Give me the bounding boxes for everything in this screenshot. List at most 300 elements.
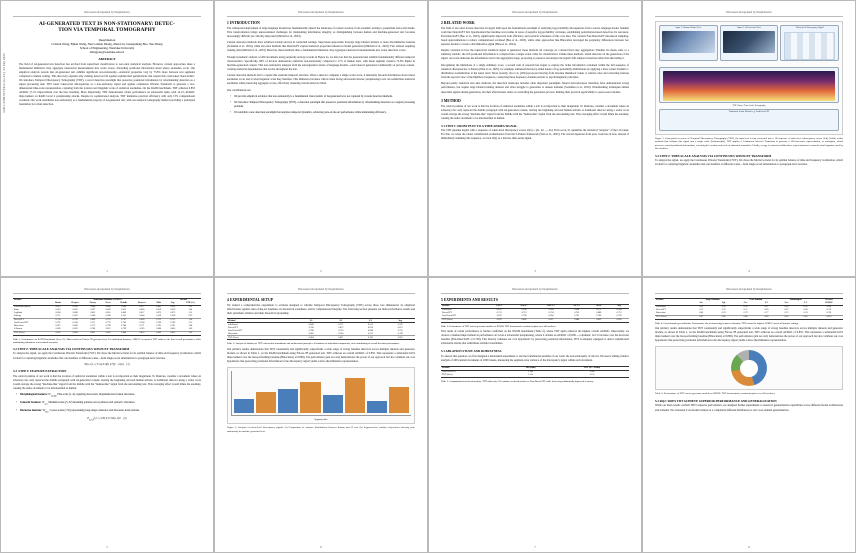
cell: 0.812 — [496, 315, 502, 317]
abstract-section — [19, 57, 195, 107]
cell: 0.803 — [308, 332, 314, 335]
cell: 0.552 — [368, 323, 373, 326]
table-4-col-header: Acc. — [777, 302, 796, 306]
cell: 1.51 — [188, 312, 193, 314]
subsection-heading-step2b: 3.2 STEP 2: TIME-SCALE ANALYSIS VIA CONTINUOUS WAVELET TRANSFORM — [13, 346, 130, 351]
cell: 0.652 — [90, 312, 96, 314]
title-line-1: AI-GENERATED TEXT IS NON-STATIONARY: DETEC- — [38, 20, 176, 27]
cell: 0.598 — [521, 309, 527, 311]
cell: 0.628 — [105, 309, 111, 311]
table-2-col-header: L1 — [296, 319, 326, 323]
bar — [234, 399, 254, 413]
table-1-body — [13, 305, 201, 335]
figure-1-caption: Figure 1: Conceptual overview of Temporal Discrepancy Tomography (TDT), the input text is first converted into a 1D sequence of token-level discrepancy scores (left). Unlike scalar methods that collapse this signal into a single value (bottom-right), TDT applies a Continuous Wavelet Transform to generate a 2D time-scale representation, or scalogram, which preserves crucial positional information, revealing the location and scale of statistical anomalies. Finally, energy is extracted within these representations to form the final signature used by the classifier. — [655, 136, 843, 150]
page-header: Discussed and updated by Deepbluetion — [655, 288, 843, 294]
page-header: Discussed and updated by Deepbluetion — [441, 288, 629, 294]
page-header: Discussed and updated by Deepbluetion — [655, 11, 843, 17]
cell: 0.69 — [764, 309, 769, 311]
cell: 0.673 — [170, 312, 176, 314]
cell: DetectGPT — [656, 309, 666, 311]
cell: 0.73 — [699, 309, 704, 311]
cell: 0.859 — [101, 331, 115, 335]
cell: 0.701 — [368, 332, 373, 335]
cell: 0.612 — [121, 309, 127, 311]
cell: 0.805 — [170, 328, 176, 330]
cell: Fast-DetectGPT — [14, 322, 29, 324]
table-5-col-header: ND (90ms) — [506, 366, 555, 370]
cell: 0.84 — [756, 315, 776, 319]
cell: 0.799 — [121, 328, 127, 330]
subsection-heading-step3: 3.3 STEP 3: FEATURE EXTRACTION — [13, 369, 67, 374]
cell: 0.855 — [166, 331, 180, 335]
table-row — [227, 336, 415, 340]
cell: 0.748 — [139, 322, 145, 324]
cell: 0.832 — [588, 318, 609, 322]
generalization-body: While our main results confirm TDT's superior performance, we designed further experiments to assess its generalization capabilities across different model architectures and domains. We evaluated it on models trained on a completely different distribution to test cross-domain generalization. — [655, 404, 843, 412]
cell: Binoculars — [228, 332, 238, 335]
cell: 0.597 — [90, 309, 96, 311]
cell: 0.782 — [356, 336, 386, 340]
cell: 0.833 — [132, 331, 152, 335]
cell: 0.86 — [735, 315, 756, 319]
cell: 0.726 — [66, 318, 85, 322]
cell: 0.55 — [803, 306, 808, 308]
table-1-col-header: Reviews — [132, 302, 152, 306]
cell: 0.619 — [170, 309, 176, 311]
cell: S-Pattern — [14, 328, 23, 330]
table-3-col-header: Neo-2.7 — [511, 304, 537, 308]
cell: Rank — [14, 309, 19, 311]
subsection-heading-generalization: 5.2 RQ2: DOES TDT ACHIEVE SUPERIOR PERFORMANCE AND GENERALIZATION — [655, 398, 777, 403]
cell: 0.853 — [152, 331, 166, 335]
bar — [300, 382, 320, 413]
bar — [389, 387, 409, 413]
table-5 — [441, 366, 629, 378]
table-4-group-header: News Domain — [749, 299, 763, 301]
table-1-col-header: Poetry — [84, 302, 101, 306]
cell: 0.706 — [308, 326, 314, 329]
cell: 0.791 — [156, 325, 162, 327]
cell: 0.785 — [139, 328, 145, 330]
equation-2: $E_{band}(x) = (1/N)$ Σ Σ |W(a, b)|² (2) — [87, 417, 127, 422]
bar — [278, 389, 298, 413]
cell: DetectGPT — [13, 318, 50, 322]
section-heading-experiments-results: 5 EXPERIMENTS AND RESULTS — [441, 297, 498, 302]
cell: 1.57 — [188, 322, 193, 324]
cell: 0.558 — [170, 315, 176, 317]
page-title — [13, 21, 201, 34]
cell: 0.744 — [338, 332, 344, 335]
cell: 0.601 — [156, 306, 162, 308]
cell: 0.681 — [105, 312, 111, 314]
cell: 0.70 — [721, 309, 726, 311]
cell: 0.766 — [596, 315, 602, 317]
section-heading-experimental-setup: 4 EXPERIMENTAL SETUP — [227, 297, 274, 302]
cell: 0.762 — [121, 322, 127, 324]
page-number: 6 — [320, 546, 322, 549]
cell: 0.612 — [496, 309, 502, 311]
paper-page-5 — [0, 277, 214, 553]
figure-3 — [655, 346, 843, 390]
cell: DetectGPT — [228, 326, 238, 329]
cell: 0.859 — [609, 318, 629, 322]
related-paragraph: The field of zero-shot AI text detection is largely built upon the foundational paradigm of analyzing log-probability discrepancies from a source language model. Seminal work like DetectGPT first hypothesized that machine text resides in areas of negative log-probability curvature, establishing perturbation-based detection. Its successor, Fast-DetectGPT (Bao et al., 2023), significantly improved both efficiency and practical robustness of this core idea. The variants Fast-DetectGPT introduced sampling-based approximations to reduce computational overhead (Bao et al., 2023), while other approaches like Binoculars leveraged the perplexity differences between two separate models to create a discriminative signal (Hans et al., 2024). — [441, 26, 629, 46]
cell: 0.589 — [121, 306, 127, 308]
cell: 0.879 — [488, 318, 511, 322]
cell: 0.749 — [397, 332, 403, 335]
cell: TDT (Ours) — [441, 318, 488, 322]
experiments-paragraph: We trained a comprehensive experiment to evaluate designed to validate Temporal Discrepancy Tomography (TDT) across three core dimensions: its empirical effectiveness against state-of-the-art baselines, its theoretical soundness, and its computational integrity. The following section presents our main performance results and their systematic ablative and their theoretical grounding. — [227, 303, 415, 315]
cell: 0.79 — [743, 312, 748, 314]
cell: 1.38 — [180, 318, 201, 322]
cell: 0.548 — [90, 315, 96, 317]
stage-label: Token-level Discrepancy Signal — [795, 26, 824, 29]
page-header: Discussed and updated by Deepbluetion — [13, 11, 201, 17]
intro-paragraph: Current detection methods have achieved notable success in controlled settings. Supervised approaches leverage large labeled datasets to learn discriminative features (Solaiman et al., 2019), while zero-shot methods like DetectGPT exploit statistical properties inherent in model generation (Mitchell et al., 2023). Fast without requiring training data (Mitchell et al., 2023). However, these methods share a fundamental limitation: they aggregate token-level measurements into scalar detection scores. — [227, 41, 415, 53]
page-number: 7 — [534, 546, 536, 549]
cell: 0.77 — [764, 312, 769, 314]
cell: Likelihood — [228, 323, 238, 326]
cell: 0.806 — [156, 328, 162, 330]
cell: 0.83 — [777, 315, 796, 319]
table-4-col-header: AUROC — [815, 302, 843, 306]
cell: 0.788 — [90, 328, 96, 330]
cell: 0.876 — [50, 331, 66, 335]
cell: 0.566 — [105, 315, 111, 317]
author-group: Deepbluetion — [98, 37, 116, 42]
page-number: 1 — [106, 270, 108, 273]
method-intro: The central premise of our work is that the location of statistical anomalies within a text is as important as their magnitude. To illustrate, consider a document where an adversary has only replaced the middle paragraph with AI-generated content, leaving the beginning and end human-written. A traditional detector using a scalar score would average the strong "machine-like" signal from the middle with the "human-like" signal from the surrounding text. This averaging effect would dilute the anomaly, causing the entire document to be misclassified as human. — [441, 104, 629, 120]
cell: 0.612 — [55, 306, 61, 308]
branch-label: Traditional Scalar Method e.g. FastDetectGPT — [728, 110, 770, 113]
cell: 0.571 — [55, 315, 61, 317]
page-header: Discussed and updated by Deepbluetion — [227, 11, 415, 17]
page-number: 8 — [748, 546, 750, 549]
contribution-item: • We introduce Temporal Discrepancy Tomography (TDT), a detection paradigm that preserves positional information by reformulating detection as a signal processing problem. — [234, 101, 415, 109]
experiments-paragraph: This result of robust performance is further confirmed on the XSUM benchmark (Table 2), where TDT again achieves the highest overall AUROC. Importantly, we observe a marked improvement in performance on Level-2 adversarial paraphrasing, where it obtains an AUROC of 0.821—a dramatic 14.1% increase over the next-best baseline (Fast-DetectGPT at 0.720). This directly validates our core hypothesis: by preserving positional information, TDT is uniquely equipped to detect sophisticated adversarial attacks that redistribute statistical anomalies. — [441, 330, 629, 346]
paper-page-2 — [214, 0, 428, 277]
cell: 0.812 — [55, 325, 61, 327]
cell: 0.604 — [139, 309, 145, 311]
cell: 0.828 — [55, 328, 61, 330]
cell: 0.559 — [156, 315, 162, 317]
cell: 0.606 — [105, 306, 111, 308]
cell: 0.97 — [188, 315, 193, 317]
table-4-col-header: Acc. — [735, 302, 756, 306]
table-1-col-header: Recipes — [66, 302, 85, 306]
table-3-col-header: GPT-2 — [488, 304, 511, 308]
section-heading-method: 3 METHOD — [441, 98, 461, 103]
table-5-col-header: Method — [441, 366, 506, 370]
cell: 0.688 — [368, 329, 373, 332]
method-step1-body: The TDT pipeline begins with a sequence of token-level discrepancy scores, D(x) = [d1, d2, ..., dn]. Each score, di, quantifies the statistical "surprise" of the i-th token. For this, we adopt the robust t-distribution normalization from the S-Pattern framework (Wen et al., 2025). The crucial departure from prior work lies in how, instead of immediately summing this sequence, we treat D(x) as a discrete time-series signal. — [441, 129, 629, 141]
cell: Fast-DetectGPT — [228, 329, 243, 332]
bar — [345, 378, 365, 413]
table-3-col-header: OPT-2.7 — [537, 304, 565, 308]
cell: 1.21 — [188, 306, 193, 308]
cell: 0.61 — [699, 306, 704, 308]
contribution-item: • We establish a new detection paradigm that analyzes temporal dynamics, achieving state-of-the-art performance while maintaining efficiency. — [234, 111, 415, 115]
table-2-col-header: L3 — [356, 319, 386, 323]
cell: 0.58 — [721, 306, 726, 308]
subsection-heading-step1: 3.1 STEP 1: FROM TEXT TO A TIME-SERIES SIGNAL — [441, 123, 518, 128]
cell: 0.688 — [72, 312, 78, 314]
arxiv-stamp: arXiv:2509.01734v2 [cs.CL] 23 Sep 2025 — [2, 53, 6, 113]
contribution-item: • We provide empirical evidence that non-stationarity is a fundamental characteristic of AI-generated text, not captured by current detection methods. — [234, 95, 415, 99]
cell: 0.577 — [139, 306, 145, 308]
cell: 0.731 — [496, 312, 502, 314]
cell: 0.806 — [72, 325, 78, 327]
cell: 0.85 — [712, 315, 735, 319]
cell: 0.553 — [121, 315, 127, 317]
table-4-caption: Table 4: Cross-domain generalization. Performance when transferring to unseen domains; TDT retains the highest AUROC across all transfer settings. — [655, 321, 799, 325]
cell: 1.62 — [180, 331, 201, 335]
figure-2-bar-chart — [231, 371, 411, 416]
cell: 0.848 — [565, 318, 588, 322]
paper-page-6 — [214, 277, 428, 553]
cell: 0.67 — [784, 309, 789, 311]
cell: 0.74 — [803, 312, 808, 314]
table-5-body — [441, 370, 629, 377]
table-3-col-header: GPT-J — [565, 304, 588, 308]
cell: 0.87 — [690, 315, 712, 319]
cell: 0.791 — [170, 325, 176, 327]
cell: Entropy — [14, 315, 22, 317]
cell: 0.594 — [616, 309, 622, 311]
figure-3-donut-chart — [731, 350, 767, 386]
stage-human-input — [659, 25, 718, 61]
cell: 0.720 — [338, 329, 344, 332]
cell: 0.59 — [743, 306, 748, 308]
paper-page-4 — [642, 0, 856, 277]
stage-thumb — [662, 31, 715, 53]
cell: 0.576 — [397, 323, 403, 326]
cell: 0.562 — [72, 315, 78, 317]
table-4 — [655, 298, 843, 320]
figure-3-caption: Table 3: Performance of TDT across generator models on XSUM. TDT demonstrates consistent gains over all baselines. — [655, 392, 776, 396]
cell: 0.724 — [548, 312, 554, 314]
stage-discrepancy-signal — [780, 25, 839, 61]
cell: 0.831 — [84, 331, 101, 335]
cell: 0.619 — [156, 309, 162, 311]
cell: TDT (Ours) — [655, 315, 690, 319]
cell: 0.788 — [308, 329, 314, 332]
table-3-col-header: Avg. — [609, 304, 629, 308]
cell: 0.732 — [397, 329, 403, 332]
paper-page-1 — [0, 0, 214, 277]
cell: 0.657 — [139, 312, 145, 314]
cell: 0.776 — [105, 322, 111, 324]
signal-plot — [784, 32, 835, 60]
cell: 0.819 — [72, 328, 78, 330]
paper-page-7 — [428, 277, 642, 553]
cell: 0.846 — [115, 331, 132, 335]
bar — [323, 395, 343, 413]
cell: 0.791 — [55, 322, 61, 324]
scalogram-image — [663, 71, 835, 101]
table-2-col-header: Method — [227, 319, 296, 323]
table-3-col-header: NeoX — [588, 304, 609, 308]
cell: 1.49 — [188, 328, 193, 330]
figure-2-caption: Figure 2: Analysis of token-level discrepancy signals. (a) Comparison of variance distributions between human and AI text. (b) Segment-wise variance trajectories showing non-stationarity in machine-generated text. — [227, 426, 415, 433]
branch-label: TDT (Ours): Time-Scale Tomography — [732, 104, 766, 107]
cell: 0.56 — [784, 306, 789, 308]
stage-thumb — [723, 31, 776, 53]
cell: Likelihood — [656, 306, 666, 308]
table-1-col-header: Reddit — [115, 302, 132, 306]
page-header: Discussed and updated by Deepbluetion — [441, 11, 629, 17]
table-1-col-header: Wiki — [152, 302, 166, 306]
table-2-caption: Table 2: Analysis of ablation of TDT's theoretical foundations and architectural principles. Evaluation on individual components, each contributing to overall detection performance. — [227, 342, 400, 346]
cell: 0.688 — [596, 312, 602, 314]
cell: 0.864 — [296, 336, 326, 340]
cell: TDT (Ours) — [442, 374, 453, 376]
bar — [256, 392, 276, 413]
intro-paragraph: Current detection methods fail to capture this essential temporal structure. When a detector computes a single scalar score, it inherently discards information about where anomalies occur and at what linguistic scale they manifest. This limitation becomes critical when facing adversarial attacks: paraphrasing tools can redistribute statistical anomalies while preserving aggregate scores, effectively rendering current detectors blind. — [227, 74, 415, 86]
page-number: 4 — [748, 270, 750, 273]
figure-1-pipeline — [655, 21, 843, 135]
cell: 0.781 — [826, 312, 832, 314]
cell: 0.544 — [139, 315, 145, 317]
cell: 0.71 — [743, 309, 748, 311]
cell: 0.82 — [796, 315, 815, 319]
figure-2-x-label: Segment index — [314, 419, 328, 422]
cell: 0.586 — [574, 309, 580, 311]
cell: 0.571 — [338, 323, 344, 326]
table-4-group-header: Multilingual — [789, 299, 802, 301]
cell: 0.771 — [139, 325, 145, 327]
figure-1-branches — [656, 64, 842, 106]
cell: 0.798 — [521, 315, 527, 317]
cell: 0.798 — [105, 325, 111, 327]
table-1-col-header: Books — [50, 302, 66, 306]
table-4-col-header: Method — [656, 299, 664, 301]
table-2-col-header: Avg. — [385, 319, 415, 323]
table-1-group-header: Overall — [179, 299, 187, 301]
cell: 0.669 — [121, 312, 127, 314]
page-number: 3 — [534, 270, 536, 273]
section-heading-related-work: 2 RELATED WORK — [441, 20, 475, 25]
method-step2-body: To analyze the signal, we apply the Continuous Wavelet Transform (CWT). We chose the Morlet wavelet for its optimal balance of time and frequency localization, which is ideal for capturing linguistic anomalies that can manifest at different scales—from single-word substitutions to paragraph-level rewrites. — [655, 159, 843, 167]
table-1-caption: Table 1: Performance on RAID Benchmark (Level 2). Main results on Falcon-7B generated text. For individual domains, AUROC is reported. TDT achieves the best overall performance while maintaining robustness across attack scenarios. — [13, 337, 201, 344]
cell: 0.698 — [84, 318, 101, 322]
cell: 0.712 — [152, 318, 166, 322]
figure-1-branch-scalar — [656, 106, 842, 134]
cell: 0.751 — [90, 322, 96, 324]
cell: 1.48 — [188, 325, 193, 327]
method-step2-body: To analyze the signal, we apply the Continuous Wavelet Transform (CWT). We chose the Morlet wavelet for its optimal balance of time and frequency localization, which is ideal for capturing linguistic anomalies that can manifest at different scales—from single-word substitutions to paragraph-level rewrites. — [13, 352, 201, 360]
cell: 1.00x — [528, 371, 534, 373]
table-1-col-header: Avg. — [166, 302, 180, 306]
cell: 0.707 — [115, 318, 132, 322]
method-step3-body: The central premise of our work is that the location of statistical anomalies within a text is as important as their magnitude. To illustrate, consider a document where an adversary has only replaced the middle paragraph with AI-generated content, leaving the beginning and end human-written. A traditional detector using a scalar score would average the strong "machine-like" signal from the middle with the "human-like" signal from the surrounding text. This averaging effect would dilute the anomaly, causing the entire document to be misclassified as human. — [13, 374, 201, 390]
cell: DetectGPT — [442, 312, 452, 314]
cell: 0.598 — [72, 306, 78, 308]
cell: 0.581 — [826, 306, 832, 308]
cell: 0.694 — [132, 318, 152, 322]
related-paragraph: Despite variation in how the token-level statistical signal is generated, these methods all converge on a shared final step: aggregation. Whether via mean, sum, or a summary statistic, the rich positional information is collapsed into a single scalar value for classification. Unlike these methods, which innovate on the generation of the signal, our work addresses the information loss in the aggregation stage, proposing to preserve and analyze the signal's full temporal structure rather than discarding it. — [441, 49, 629, 61]
table-1-col-header: News — [101, 302, 115, 306]
cell: 0.57 — [764, 306, 769, 308]
cell: Fast-DetectGPT — [442, 315, 457, 317]
experiments-paragraph: Our primary results demonstrate that TDT consistently and significantly outperforms a wide range of strong baseline detectors across multiple datasets and generator models, as shown in Table 1, on the RAID benchmark using Falcon-7B generated text, TDT achieves an overall AUROC of 0.855. This represents a substantial 6.6% improvement over the best-performing baseline (Binoculars) at 0.809). The performance gain not only demonstrates the power of our approach but also validates our core hypothesis: that preserving positional information in the discrepancy signal yields a more discriminative representation. — [227, 347, 415, 363]
cell: 0.639 — [368, 326, 373, 329]
author-block — [13, 38, 201, 55]
cell: 1.44 — [188, 309, 193, 311]
cell: 0.734 — [50, 318, 66, 322]
cell: 0.584 — [90, 306, 96, 308]
table-3 — [441, 304, 629, 323]
table-row — [441, 374, 629, 378]
cell: 0.702 — [574, 312, 580, 314]
cell: 0.713 — [616, 312, 622, 314]
cell: LogRank — [14, 312, 23, 314]
equation-1: W(a, b) = (1/√a) Σ d(i) ψ*((i − b)/a) (1) — [84, 363, 130, 367]
table-5-caption: Table 5: Computational overhead analysis. TDT adds only 13% runtime overhead relative to Fast-DetectGPT while delivering substantially improved accuracy. — [441, 379, 594, 383]
cell: Binoculars — [656, 312, 666, 314]
abstract-heading: ABSTRACT — [98, 57, 116, 62]
cell: 1.00x — [589, 371, 595, 373]
page-header: Discussed and updated by Deepbluetion — [227, 288, 415, 294]
cell: 0.606 — [308, 323, 314, 326]
stage-label: Input 2: AI-Generated Text — [737, 26, 761, 29]
cell: 0.80 — [699, 312, 704, 314]
feature-item: • Discourse features: $W_{disc}$ Coarse scales (>32) representing long-range coherence and discourse-level patterns. — [20, 409, 201, 415]
page-number: 5 — [106, 546, 108, 549]
subsection-heading-step2: 3.2 STEP 2: TIME-SCALE ANALYSIS VIA CONTINUOUS WAVELET TRANSFORM — [655, 153, 772, 158]
cell: 0.769 — [156, 322, 162, 324]
table-4-col-header: F1 — [756, 302, 776, 306]
table-2 — [227, 318, 415, 340]
cell: 0.822 — [385, 336, 415, 340]
cell: 0.604 — [548, 309, 554, 311]
cell: 0.871 — [537, 318, 565, 322]
cell: 0.571 — [596, 309, 602, 311]
cell: 0.641 — [72, 309, 78, 311]
related-paragraph: Beyond purely statistical zero-shot methods, the detection landscape includes other important paradigms. Neural network-based classifiers have demonstrated strong performance, but require large labeled training datasets and often struggle to generalize to unseen domains (Solaiman et al., 2019). Watermarking techniques embed detectable signals during generation, but their effectiveness relies on controlling the generation process, limiting their practical applicability to open-source models. — [441, 82, 629, 94]
table-3-col-header: Method — [441, 304, 488, 308]
cell: 1.13x — [589, 374, 595, 376]
cell: 0.66 — [803, 309, 808, 311]
cell: 1.13x — [528, 374, 534, 376]
cell: Binoculars — [14, 325, 24, 327]
abstract-body: The field of AI-generated text detection has evolved from supervised classification to zero-shot statistical analysis. However, current approaches share a fundamental limitation: they aggregate token-level measurements into scalar scores, discarding positional information about where anomalies occur. Our empirical analysis reveals that AI-generated text exhibits significant non-stationarity—statistical properties vary by 73.8% more between text segments compared to human writing. This discovery explains why existing detectors fail against sophisticated perturbations that exploit this overlooked characteristic. We introduce Temporal Discrepancy Tomography (TDT), a novel detection paradigm that preserves positional information by reformulating detection as a signal processing task. TDT treats token-level discrepancies as a non-stationary signal and applies continuous Wavelet Transform to generate a two-dimensional time-scale representation, capturing both the location and linguistic scale of statistical anomalies. On the RAID benchmark, TDT achieves 0.855 AUROC (7.1% improvement over the best baseline). More importantly, TDT demonstrates robust performance on adversarial tasks, with 14.1% AUROC improvement on RAID Level 2 paraphrasing attacks. Despite its sophisticated analysis, TDT maintains practical efficiency with only 13% computational overhead. Our work establishes non-stationarity as a fundamental property of AI-generated text, with our temporal tomography method providing a principled foundation for robust detection. — [19, 62, 195, 107]
intro-paragraph: The widespread deployment of large language models has fundamentally altered the landscape of content creation, from academic writing to journalism and social media. This transformation brings unprecedented challenges for maintaining information integrity, as distinguishing between human and machine-generated text becomes increasingly difficult yet critically important (Mitchell et al., 2023). — [227, 26, 415, 38]
paper-page-3 — [428, 0, 642, 277]
table-4-col-header: F1 — [796, 302, 815, 306]
feature-item: • Syntactic features: $W_{syn}$ Medium scales (5–32) modeling patterns across phrases and syntactic structures. — [20, 401, 201, 407]
cell: 0.633 — [55, 309, 61, 311]
branch-tdt — [659, 67, 839, 107]
table-5-col-header: TDT (95 / 101ms) — [555, 366, 629, 370]
author-names: Cristian Wang, Bijian Wang, Nan Landon Zhang, Zhen Lin, Guangzheng Bao, Yue Zhang — [51, 41, 163, 46]
results-paragraph: Our primary results demonstrate that TDT consistently and significantly outperforms a wide range of strong baseline detectors across multiple datasets and generator models, as shown in Table 1, on the RAID benchmark using Falcon-7B generated text, TDT achieves an overall AUROC of 0.855. This represents a substantial 6.6% improvement over the best-performing baseline (Binoculars) at 0.809). The performance gain not only demonstrates the power of our approach but also validates our core hypothesis: that preserving positional information in the discrepancy signal yields a more discriminative representation. — [655, 327, 843, 343]
cell: 0.595 — [170, 306, 176, 308]
bar — [367, 401, 387, 413]
author-email: zhangyue@westlake.edu.cn — [89, 50, 125, 55]
cell: 0.853 — [815, 315, 843, 319]
table-2-col-header: L2 — [326, 319, 356, 323]
page-header: Discussed and updated by Deepbluetion — [13, 288, 201, 294]
cell: 0.784 — [121, 325, 127, 327]
title-line-2: TION VIA TEMPORAL TOMOGRAPHY — [58, 27, 156, 33]
branch-scalar — [659, 109, 839, 131]
cell: 0.769 — [170, 322, 176, 324]
table-row — [655, 315, 843, 319]
table-1 — [13, 298, 201, 336]
table-3-caption: Table 3: Performance of TDT across generator models on XSUM. TDT demonstrates consistent gains over all baselines. — [441, 324, 557, 328]
table-row — [441, 318, 629, 322]
